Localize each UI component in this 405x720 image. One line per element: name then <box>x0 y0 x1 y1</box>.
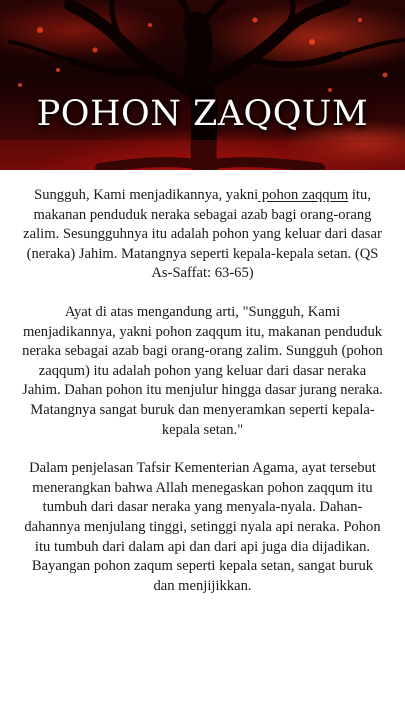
paragraph-3: Dalam penjelasan Tafsir Kementerian Agama, ayat tersebut menerangkan bahwa Allah menegaskan pohon zaqqum itu tumbuh dari dasar neraka yang menyala-nyala. Dahan-dahannya menjulang tinggi, setinggi nyala api neraka. Pohon itu tumbuh dari dalam api dan dari api juga dia dijadikan. Bayangan pohon zaqum seperti kepala setan, sangat buruk dan menjijikkan. <box>24 460 381 594</box>
paragraph-1-intro: Sungguh, Kami menjadikannya, yakni <box>34 187 259 203</box>
paragraph-2: Ayat di atas mengandung arti, "Sungguh, Kami menjadikannya, yakni pohon zaqqum itu, makanan penduduk neraka sebagai azab bagi orang-orang zalim. Sungguh (pohon zaqqum) itu adalah pohon yang keluar dari dasar neraka Jahim. Dahan pohon itu menjulur hingga dasar jurang neraka. Matangnya sangat buruk dan menyeramkan seperti kepala-kepala setan." <box>22 303 383 438</box>
tree-illustration <box>0 0 405 170</box>
page-title: POHON ZAQQUM <box>36 94 369 134</box>
paragraph-1 <box>22 186 383 284</box>
article-body <box>22 186 383 615</box>
pohon-zaqqum-link[interactable]: pohon zaqqum <box>258 187 349 203</box>
paragraph-1-rest: itu, makanan penduduk neraka sebagai azab bagi orang-orang zalim. Sesungguhnya itu adalah pohon yang keluar dari dasar (neraka) Jahim. Matangnya seperti kepala-kepala setan. (QS As-Saffat: 63-65) <box>23 187 382 282</box>
hero-banner <box>0 0 405 170</box>
